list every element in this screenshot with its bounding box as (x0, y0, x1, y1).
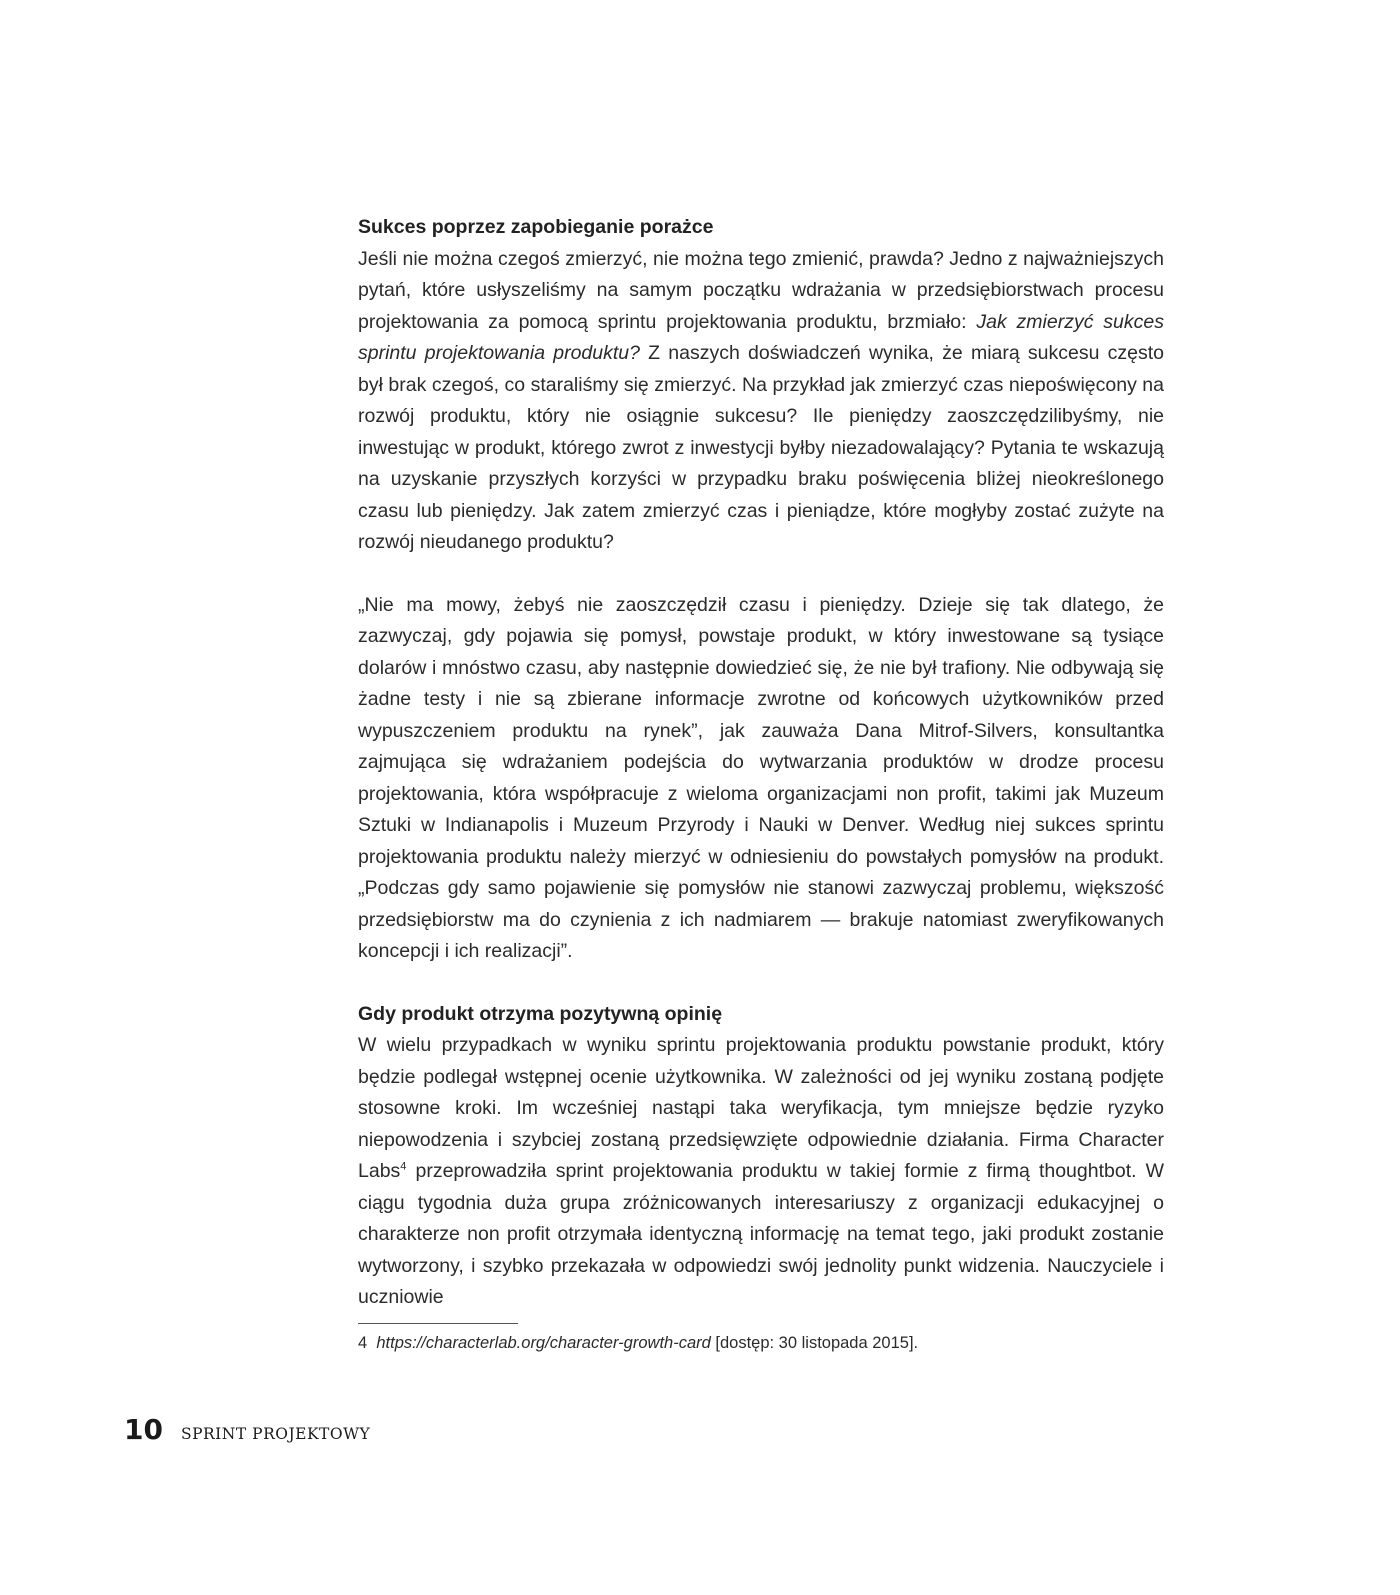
paragraph-text: przeprowadziła sprint projektowania produktu w takiej formie z firmą thoughtbot. W ciągu tygodnia duża grupa zróżnicowanych interesariuszy z organizacji edukacyjnej o charakterze non profit otrzymała identyczną informację na temat tego, jaki produkt zostanie wytworzony, i szybko przekazała w odpowiedzi swój jednolity punkt widzenia. Nauczyciele i uczniowie (358, 1160, 1164, 1308)
running-title: SPRINT PROJEKTOWY (180, 1425, 371, 1443)
footnote (358, 1330, 1164, 1356)
paragraph-success-intro (358, 244, 1164, 559)
paragraph-gap (358, 559, 1164, 590)
footnote-number: 4 (358, 1334, 368, 1352)
page-footer (124, 1413, 370, 1453)
page-number: 10 (124, 1413, 163, 1446)
paragraph-text: Z naszych doświadczeń wynika, że miarą sukcesu często był brak czegoś, co staraliśmy się zmierzyć. Na przykład jak zmierzyć czas niepoświęcony na rozwój produktu, który nie osiągnie sukcesu? Ile pieniędzy zaoszczędzilibyśmy, nie inwestując w produkt, którego zwrot z inwestycji byłby niezadowalający? Pytania te wskazują na uzyskanie przyszłych korzyści w przypadku braku poświęcenia bliżej nieokreślonego czasu lub pieniędzy. Jak zatem zmierzyć czas i pieniądze, które mogłyby zostać zużyte na rozwój nieudanego produktu? (358, 342, 1165, 553)
body-text (358, 212, 1164, 1314)
section-heading-positive-opinion: Gdy produkt otrzyma pozytywną opinię (358, 1002, 723, 1025)
footnote-reference: 4 (400, 1160, 407, 1173)
footnote-access-date: [dostęp: 30 listopada 2015]. (710, 1334, 919, 1352)
paragraph-quote-mitrof: „Nie ma mowy, żebyś nie zaoszczędził czasu i pieniędzy. Dzieje się tak dlatego, że zazwyczaj, gdy pojawia się pomysł, powstaje produkt, w który inwestowane są tysiące dolarów i mnóstwo czasu, aby następnie dowiedzieć się, że nie był trafiony. Nie odbywają się żadne testy i nie są zbierane informacje zwrotne od końcowych użytkowników przed wypuszczeniem produktu na rynek”, jak zauważa Dana Mitrof-Silvers, konsultantka zajmująca się wdrażaniem podejścia do wytwarzania produktów w drodze procesu projektowania, która współpracuje z wieloma organizacjami non profit, takimi jak Muzeum Sztuki w Indianapolis i Muzeum Przyrody i Nauki w Denver. Według niej sukces sprintu projektowania produktu należy mierzyć w odniesieniu do powstałych pomysłów na produkt. „Podczas gdy samo pojawienie się pomysłów nie stanowi zazwyczaj problemu, większość przedsiębiorstw ma do czynienia z ich nadmiarem — brakuje natomiast zweryfikowanych koncepcji i ich realizacji”. (358, 593, 1164, 962)
footnote-divider (358, 1323, 518, 1324)
footnote-link[interactable]: https://characterlab.org/character-growth-card (376, 1334, 711, 1352)
paragraph-text: W wielu przypadkach w wyniku sprintu projektowania produktu powstanie produkt, który będzie podlegał wstępnej ocenie użytkownika. W zależności od jej wyniku zostaną podjęte stosowne kroki. Im wcześniej nastąpi taka weryfikacja, tym mniejsze będzie ryzyko niepowodzenia i szybciej zostaną przedsięwzięte odpowiednie działania. Firma Character Labs (358, 1034, 1164, 1182)
section-heading-success: Sukces poprzez zapobieganie porażce (358, 216, 714, 238)
paragraph-positive-opinion (358, 1030, 1164, 1314)
italic-question: Jak zmierzyć sukces sprintu projektowania produktu? (358, 310, 1164, 364)
paragraph-text: Jeśli nie można czegoś zmierzyć, nie można tego zmienić, prawda? Jedno z najważniejszych pytań, które usłyszeliśmy na samym początku wdrażania w przedsiębiorstwach procesu projektowania za pomocą sprintu projektowania produktu, brzmiało: (358, 247, 1164, 333)
paragraph-gap (358, 968, 1164, 999)
